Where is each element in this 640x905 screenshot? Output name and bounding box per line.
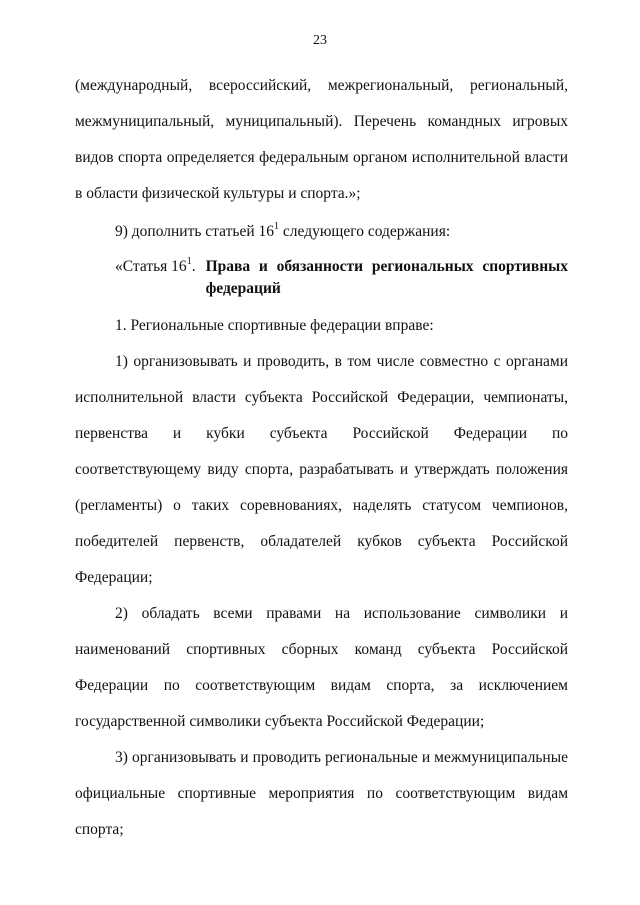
amendment-9-text: 9) дополнить статьей 16 bbox=[115, 223, 275, 240]
article-heading bbox=[75, 256, 568, 300]
paragraph-right-2: 2) обладать всеми правами на использование символики и наименований спортивных сборных команд субъекта Российской Федерации по соответствующим видам спорта, за исключением государственной символики субъекта Российской Федерации; bbox=[75, 605, 568, 730]
article-label-text: «Статья 16 bbox=[115, 258, 187, 275]
page-number: 23 bbox=[313, 33, 327, 48]
document-body bbox=[75, 68, 568, 848]
amendment-9-text-end: следующего содержания: bbox=[279, 223, 451, 240]
article-title: Права и обязанности региональных спортивных федераций bbox=[205, 258, 568, 297]
article-label-superscript: 1 bbox=[186, 255, 192, 267]
article-label bbox=[115, 256, 206, 300]
amendment-9-superscript: 1 bbox=[274, 220, 280, 232]
paragraph-right-3: 3) организовывать и проводить региональные и межмуниципальные официальные спортивные мероприятия по соответствующим видам спорта; bbox=[75, 749, 568, 838]
paragraph-right-1: 1) организовывать и проводить, в том числе совместно с органами исполнительной власти субъекта Российской Федерации, чемпионаты, первенства и кубки субъекта Российской Федерации по соответствующему виду спорта, разрабатывать и утверждать положения (регламенты) о таких соревнованиях, наделять статусом чемпионов, победителей первенств, обладателей кубков субъекта Российской Федерации; bbox=[75, 353, 568, 586]
paragraph-team-sports: (международный, всероссийский, межрегиональный, региональный, межмуниципальный, муниципальный). Перечень командных игровых видов спорта определяется федеральным органом исполнительной власти в области физической культуры и спорта.»; bbox=[75, 77, 568, 202]
paragraph-rights-intro: 1. Региональные спортивные федерации вправе: bbox=[115, 317, 434, 334]
article-label-dot: . bbox=[191, 258, 196, 275]
paragraph-amendment-9 bbox=[75, 214, 568, 250]
